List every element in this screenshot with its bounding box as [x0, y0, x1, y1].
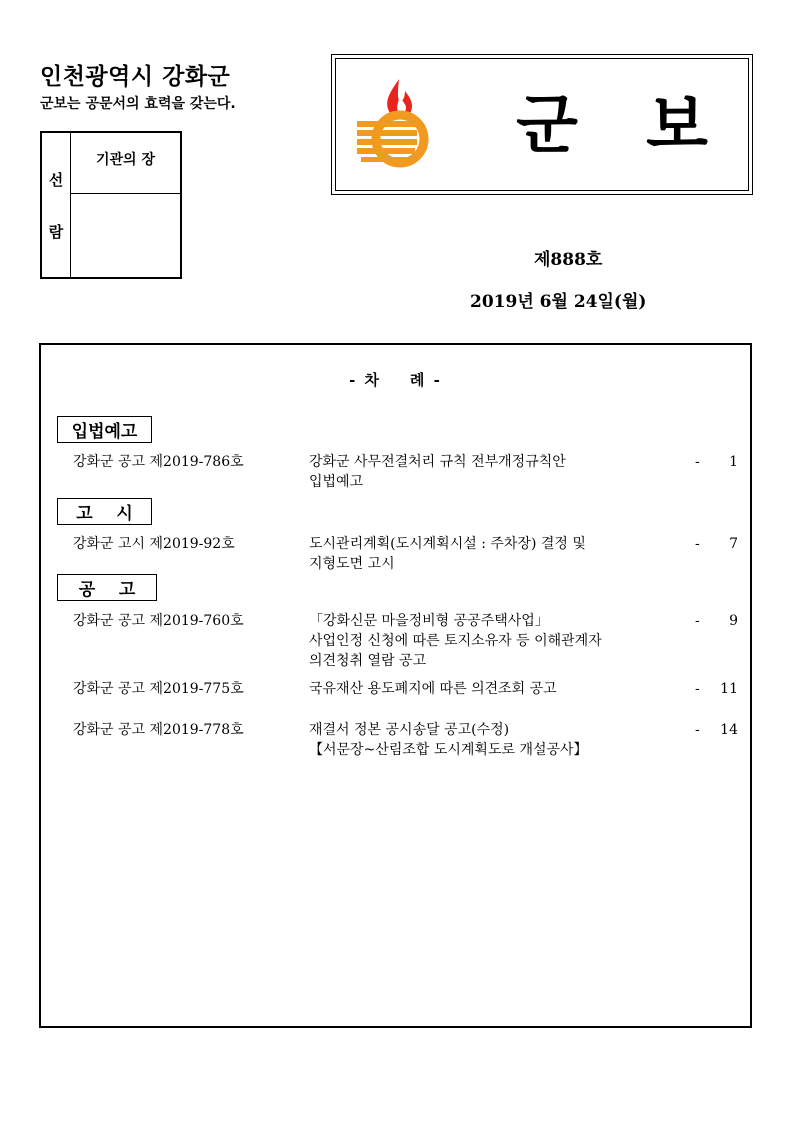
entry-number: 강화군 공고 제2019-760호: [73, 613, 244, 629]
entry-number: 강화군 공고 제2019-775호: [73, 681, 244, 697]
org-subtitle: 군보는 공문서의 효력을 갖는다.: [40, 96, 236, 112]
emblem-band-5: [361, 157, 411, 162]
entry-page-number: 7: [729, 536, 738, 552]
entry-title-line: 지형도면 고시: [309, 556, 395, 572]
entry-title: [309, 452, 689, 492]
entry-dash: -: [695, 454, 700, 470]
entry-title-line: 「강화신문 마을정비형 공공주택사업」: [309, 613, 549, 629]
emblem-band-2: [357, 130, 417, 136]
toc-title: - 차 례 -: [349, 371, 442, 389]
entry-dash: -: [695, 536, 700, 552]
entry-title: [309, 679, 689, 699]
entry-page-number: 1: [729, 454, 738, 470]
org-title: 인천광역시 강화군: [40, 64, 231, 90]
entry-title: [309, 720, 689, 760]
section-label-announcement: 공 고: [57, 574, 157, 601]
table-of-contents: [39, 343, 752, 1028]
emblem-band-1: [357, 121, 417, 127]
masthead-title-char-1: 군: [516, 89, 578, 163]
entry-dash: -: [695, 613, 700, 629]
entry-title-line: 입법예고: [309, 474, 364, 490]
review-head: 기관의 장: [71, 133, 180, 194]
masthead-title: [482, 75, 742, 165]
entry-title-line: 사업인정 신청에 따른 토지소유자 등 이해관계자: [309, 633, 602, 649]
section-label-legislative-notice: 입법예고: [57, 416, 152, 443]
entry-title-line: 국유재산 용도폐지에 따른 의견조회 공고: [309, 681, 557, 697]
entry-number: 강화군 고시 제2019-92호: [73, 536, 235, 552]
section-label-notification: 고 시: [57, 498, 152, 525]
review-side-char-1: 선: [48, 170, 64, 189]
review-box: [40, 131, 182, 279]
entry-number: 강화군 공고 제2019-778호: [73, 722, 244, 738]
entry-dash: -: [695, 681, 700, 697]
review-side: [42, 133, 71, 277]
entry-page-number: 14: [720, 722, 738, 738]
entry-title: [309, 611, 689, 671]
entry-dash: -: [695, 722, 700, 738]
entry-title-line: 의견청취 열람 공고: [309, 653, 427, 669]
masthead-title-char-2: 보: [646, 89, 708, 163]
entry-page-number: 9: [729, 613, 738, 629]
entry-title-line: 도시관리계획(도시계획시설 : 주차장) 결정 및: [309, 536, 586, 552]
masthead: [331, 54, 753, 195]
emblem-band-4: [357, 148, 415, 154]
emblem-band-3: [357, 139, 417, 145]
entry-title: [309, 534, 689, 574]
entry-title-line: 【서문장~산림조합 도시계획도로 개설공사】: [309, 742, 588, 758]
issue-date: 2019년 6월 24일(월): [470, 292, 647, 312]
entry-title-line: 재결서 정본 공시송달 공고(수정): [309, 722, 510, 738]
flame-emblem-icon: [355, 77, 445, 172]
review-side-char-2: 람: [48, 222, 64, 241]
entry-title-line: 강화군 사무전결처리 규칙 전부개정규칙안: [309, 454, 566, 470]
entry-number: 강화군 공고 제2019-786호: [73, 454, 244, 470]
entry-page-number: 11: [720, 681, 738, 697]
issue-number: 제888호: [534, 250, 603, 270]
